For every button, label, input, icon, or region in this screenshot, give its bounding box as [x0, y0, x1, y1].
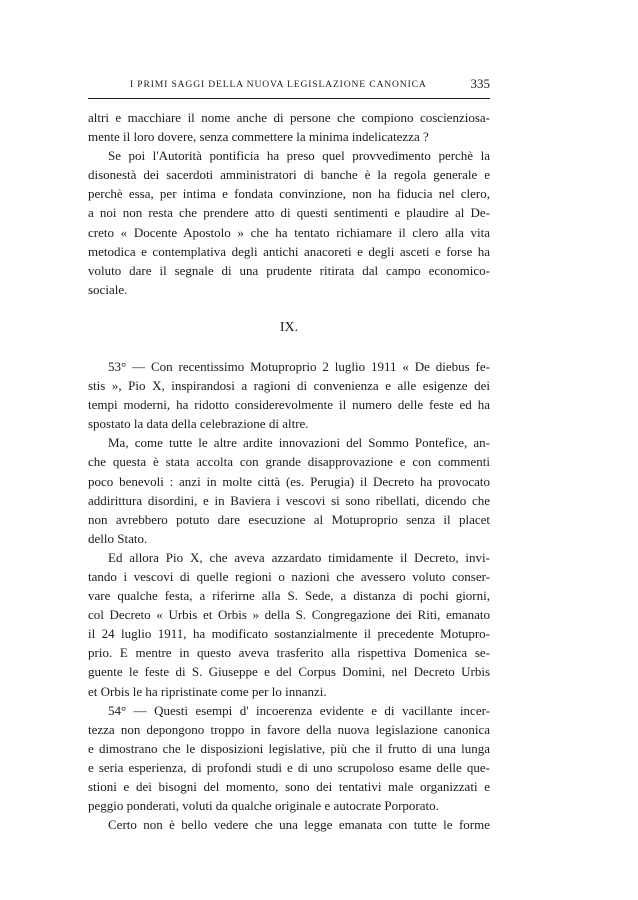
text-line: addirittura disordini, e in Baviera i vescovi si sono ribellati, dicendo che [88, 492, 490, 508]
text-line: sociale. [88, 281, 128, 297]
text-line: voluto dare il segnale di una prudente ritirata dal campo economico- [88, 262, 490, 278]
text-line: guente le feste di S. Giuseppe e del Corpus Domini, nel Decreto Urbis [88, 664, 490, 680]
text-line: creto « Docente Apostolo » che ha tentato richiamare il clero alla vita [88, 224, 490, 240]
text-line: mente il loro dovere, senza commettere la minima indelicatezza ? [88, 129, 429, 145]
text-line: disonestà dei sacerdoti amministratori di banche è la regola generale e [88, 167, 490, 183]
text-line: il 24 luglio 1911, ha modificato sostanzialmente il precedente Motupro- [88, 626, 490, 642]
text-line: e seria esperienza, di profondi studi e di uno scrupoloso esame delle que- [88, 759, 490, 775]
text-line: et Orbis le ha ripristinate come per lo innanzi. [88, 683, 327, 699]
text-line: tezza non depongono troppo in favore della nuova legislazione canonica [88, 721, 490, 737]
text-line: dello Stato. [88, 530, 148, 546]
text-line: 54° — Questi esempi d' incoerenza evidente e di vacillante incer- [108, 702, 490, 718]
text-line: stioni e dei bisogni del momento, sono dei tentativi male organizzati e [88, 779, 490, 794]
section-heading: IX. [279, 319, 299, 335]
text-line: e dimostrano che le disposizioni legislative, più che il frutto di una lunga [88, 740, 490, 756]
text-line: Ma, come tutte le altre ardite innovazioni del Sommo Pontefice, an- [108, 435, 490, 451]
text-line: Ed allora Pio X, che aveva azzardato timidamente il Decreto, invi- [108, 549, 490, 565]
text-line: perchè essa, per intima e fondata convinzione, non ha fiducia nel clero, [88, 186, 490, 202]
text-line: col Decreto « Urbis et Orbis » della S. Congregazione dei Riti, emanato [88, 607, 490, 623]
text-line: vare qualche festa, a riferirne alla S. Sede, a distanza di pochi giorni, [88, 588, 490, 604]
text-line: peggio ponderati, voluti da qualche originale e autocrate Porporato. [88, 798, 439, 814]
text-line: non avrebbero potuto dare esecuzione al Motuproprio senza il placet [88, 511, 490, 527]
text-line: 53° — Con recentissimo Motuproprio 2 luglio 1911 « De diebus fe- [108, 358, 490, 374]
running-title: I PRIMI SAGGI DELLA NUOVA LEGISLAZIONE CANONICA [130, 79, 427, 90]
text-line: metodica e contemplativa degli antichi anacoreti e degli asceti e forse ha [88, 243, 490, 259]
text-line: tando i vescovi di quelle regioni o nazioni che avessero voluto conser- [88, 568, 490, 584]
text-line: che questa è stata accolta con grande disapprovazione e con commenti [88, 454, 490, 470]
header-rule [88, 98, 490, 99]
running-header [88, 76, 490, 98]
text-line: Se poi l'Autorità pontificia ha preso quel provvedimento perchè la [108, 148, 490, 164]
text-line: tempi moderni, ha ridotto considerevolmente il numero delle feste ed ha [88, 397, 490, 413]
page-number: 335 [470, 76, 490, 91]
text-line: spostato la data della celebrazione di altre. [88, 416, 309, 432]
text-line: prio. E mentre in questo aveva trasferito alla rispettiva Domenica se- [88, 645, 490, 661]
body-text [88, 108, 490, 834]
text-line: stis », Pio X, inspirandosi a ragioni di convenienza e alle esigenze dei [88, 378, 490, 394]
text-line: altri e macchiare il nome anche di persone che compiono coscienziosa- [88, 110, 490, 125]
text-line: a noi non resta che prendere atto di questi sentimenti e plaudire al De- [88, 205, 490, 221]
text-line: poco benevoli : anzi in molte città (es. Perugia) il Decreto ha provocato [88, 473, 490, 489]
text-line: Certo non è bello vedere che una legge emanata con tutte le forme [108, 817, 490, 833]
